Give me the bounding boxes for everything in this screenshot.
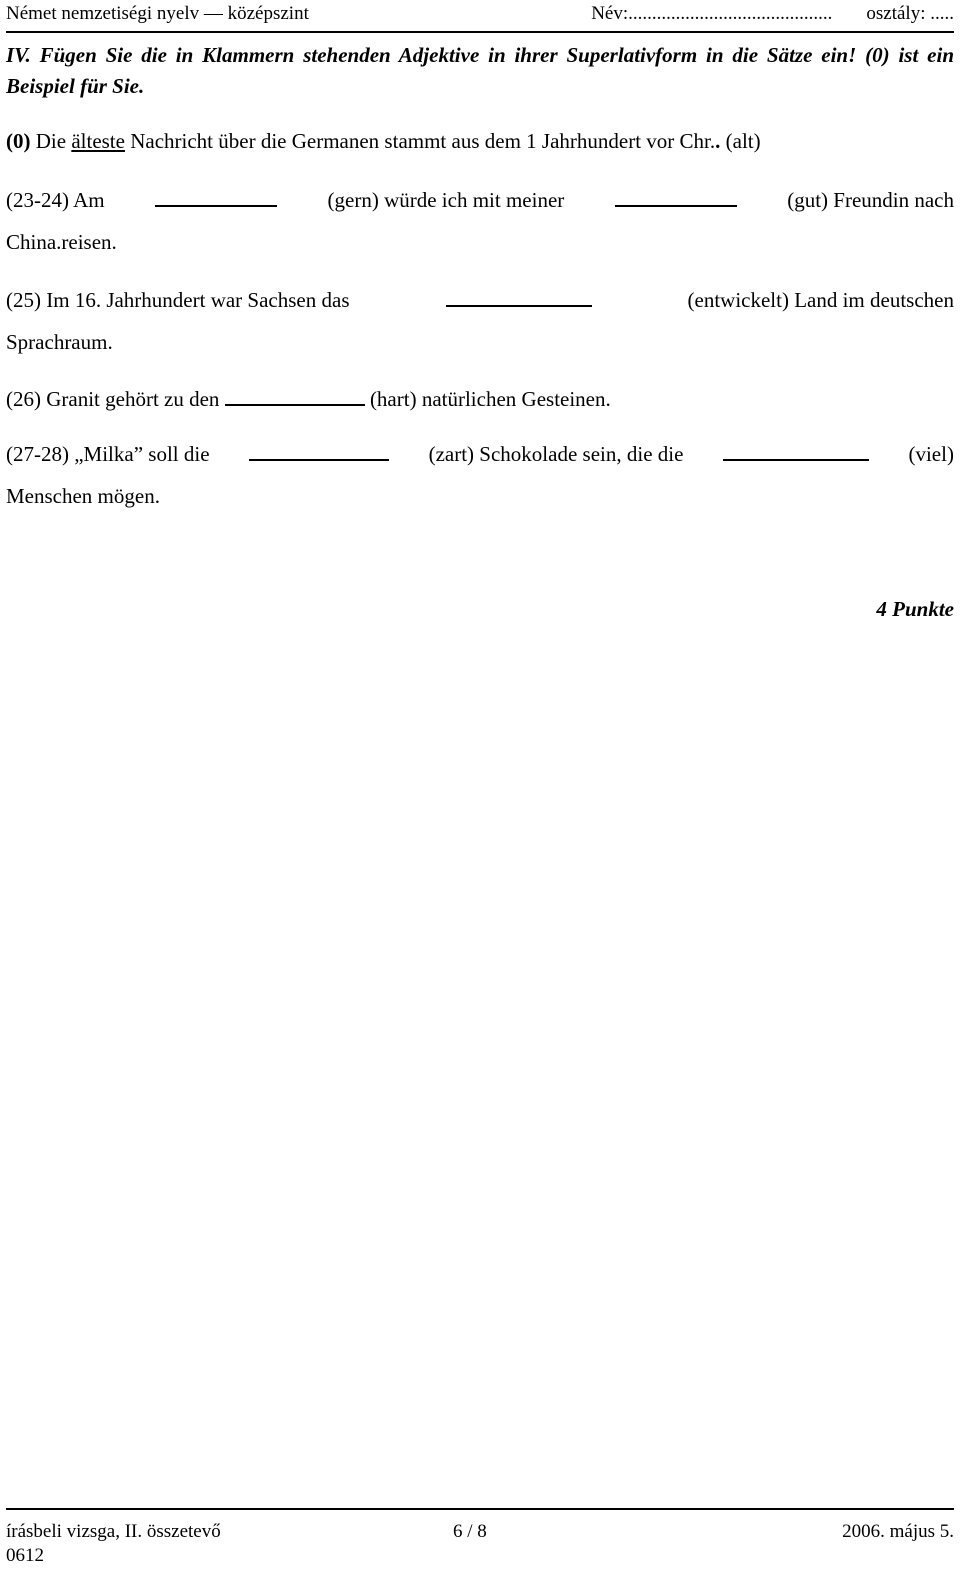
header-class-label: osztály: ..... (866, 3, 954, 24)
example-number: (0) (6, 129, 31, 153)
example-after: Nachricht über die Germanen stammt aus dem 1 Jahrhundert vor Chr. (130, 129, 716, 153)
q25-continuation: Sprachraum. (6, 330, 113, 354)
question-27-28 (6, 439, 954, 467)
q27-28-hint1: (zart) Schokolade sein, die die (428, 442, 684, 466)
example-sentence (6, 128, 954, 154)
blank-24[interactable] (615, 185, 737, 207)
header-exam-title: Német nemzetiségi nyelv — középszint (6, 3, 309, 24)
q25-start: (25) Im 16. Jahrhundert war Sachsen das (6, 288, 350, 312)
blank-28[interactable] (723, 439, 869, 461)
page-header (6, 0, 954, 33)
page-footer (6, 1508, 954, 1568)
q27-28-start: (27-28) „Milka” soll die (6, 442, 210, 466)
q26-hint: (hart) natürlichen Gesteinen. (369, 387, 611, 411)
q26-start: (26) Granit gehört zu den (6, 387, 220, 411)
example-before: Die (35, 129, 67, 153)
q25-hint: (entwickelt) Land im deutschen (687, 288, 954, 312)
q27-28-hint2: (viel) (908, 442, 954, 466)
blank-27[interactable] (249, 439, 389, 461)
question-25 (6, 285, 954, 313)
footer-page-number: 6 / 8 (453, 1521, 487, 1542)
blank-25[interactable] (446, 285, 592, 307)
question-23-24 (6, 185, 954, 213)
example-dot: . (715, 129, 721, 153)
task-instruction: IV. Fügen Sie die in Klammern stehenden Adjektive in ihrer Superlativform in die Sätze ein! (0) ist ein Beispiel für Sie. (6, 43, 954, 98)
header-name-label: Név:........................................... (591, 3, 833, 24)
example-answer: älteste (71, 129, 125, 153)
q23-24-continuation: China.reisen. (6, 230, 117, 254)
q23-24-hint2: (gut) Freundin nach (787, 188, 954, 212)
question-26 (6, 384, 954, 412)
footer-exam-part: írásbeli vizsga, II. összetevő (6, 1521, 221, 1542)
blank-26[interactable] (225, 384, 365, 406)
example-hint: (alt) (725, 129, 761, 153)
q23-24-start: (23-24) Am (6, 188, 105, 212)
footer-code: 0612 (6, 1545, 44, 1566)
points-label: 4 Punkte (876, 597, 954, 621)
header-student-fields (591, 1, 954, 27)
q27-28-continuation: Menschen mögen. (6, 484, 160, 508)
footer-date: 2006. május 5. (842, 1521, 954, 1542)
q23-24-hint1: (gern) würde ich mit meiner (327, 188, 565, 212)
blank-23[interactable] (155, 185, 277, 207)
